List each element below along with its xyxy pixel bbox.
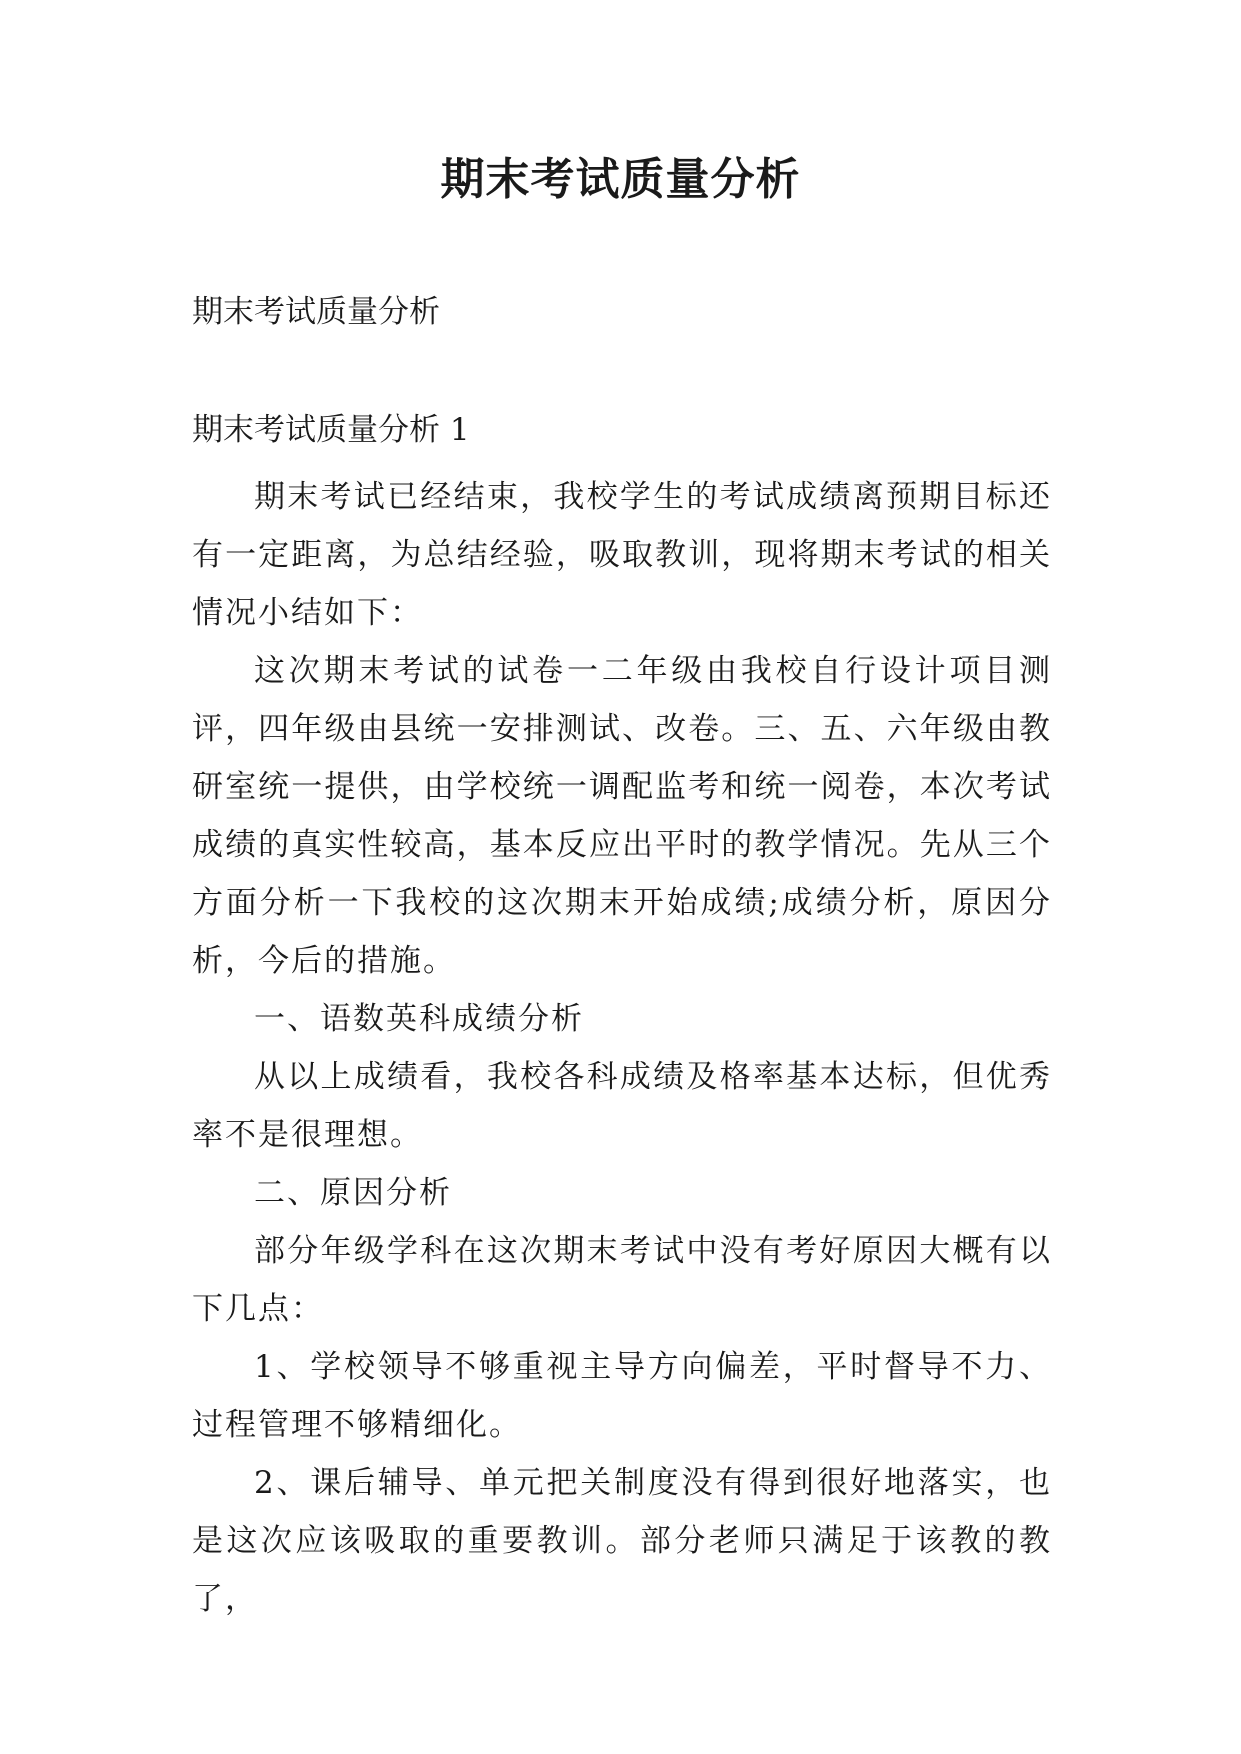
paragraph-cause-1: 1、学校领导不够重视主导方向偏差，平时督导不力、过程管理不够精细化。 (192, 1349, 1052, 1443)
paragraph-intro: 期末考试已经结束，我校学生的考试成绩离预期目标还有一定距离，为总结经验，吸取教训，现将期末考试的相关情况小结如下： (192, 479, 1052, 631)
paragraph-cause-intro: 部分年级学科在这次期末考试中没有考好原因大概有以下几点： (192, 1233, 1052, 1327)
paragraph-cause-2: 2、课后辅导、单元把关制度没有得到很好地落实，也是这次应该吸取的重要教训。部分老师只满足于该教的教了， (192, 1465, 1052, 1617)
document-body (192, 468, 1052, 1628)
heading-score-analysis: 一、语数英科成绩分析 (254, 1001, 584, 1037)
section-heading: 期末考试质量分析 1 (192, 412, 470, 448)
document-title: 期末考试质量分析 (440, 154, 801, 205)
paragraph-score-summary: 从以上成绩看，我校各科成绩及格率基本达标，但优秀率不是很理想。 (192, 1059, 1052, 1153)
document-subtitle: 期末考试质量分析 (192, 294, 440, 330)
paragraph-exam-setup: 这次期末考试的试卷一二年级由我校自行设计项目测评，四年级由县统一安排测试、改卷。三、五、六年级由教研室统一提供，由学校统一调配监考和统一阅卷，本次考试成绩的真实性较高，基本反应出平时的教学情况。先从三个方面分析一下我校的这次期末开始成绩;成绩分析，原因分析，今后的措施。 (192, 653, 1052, 979)
heading-cause-analysis: 二、原因分析 (254, 1175, 452, 1211)
